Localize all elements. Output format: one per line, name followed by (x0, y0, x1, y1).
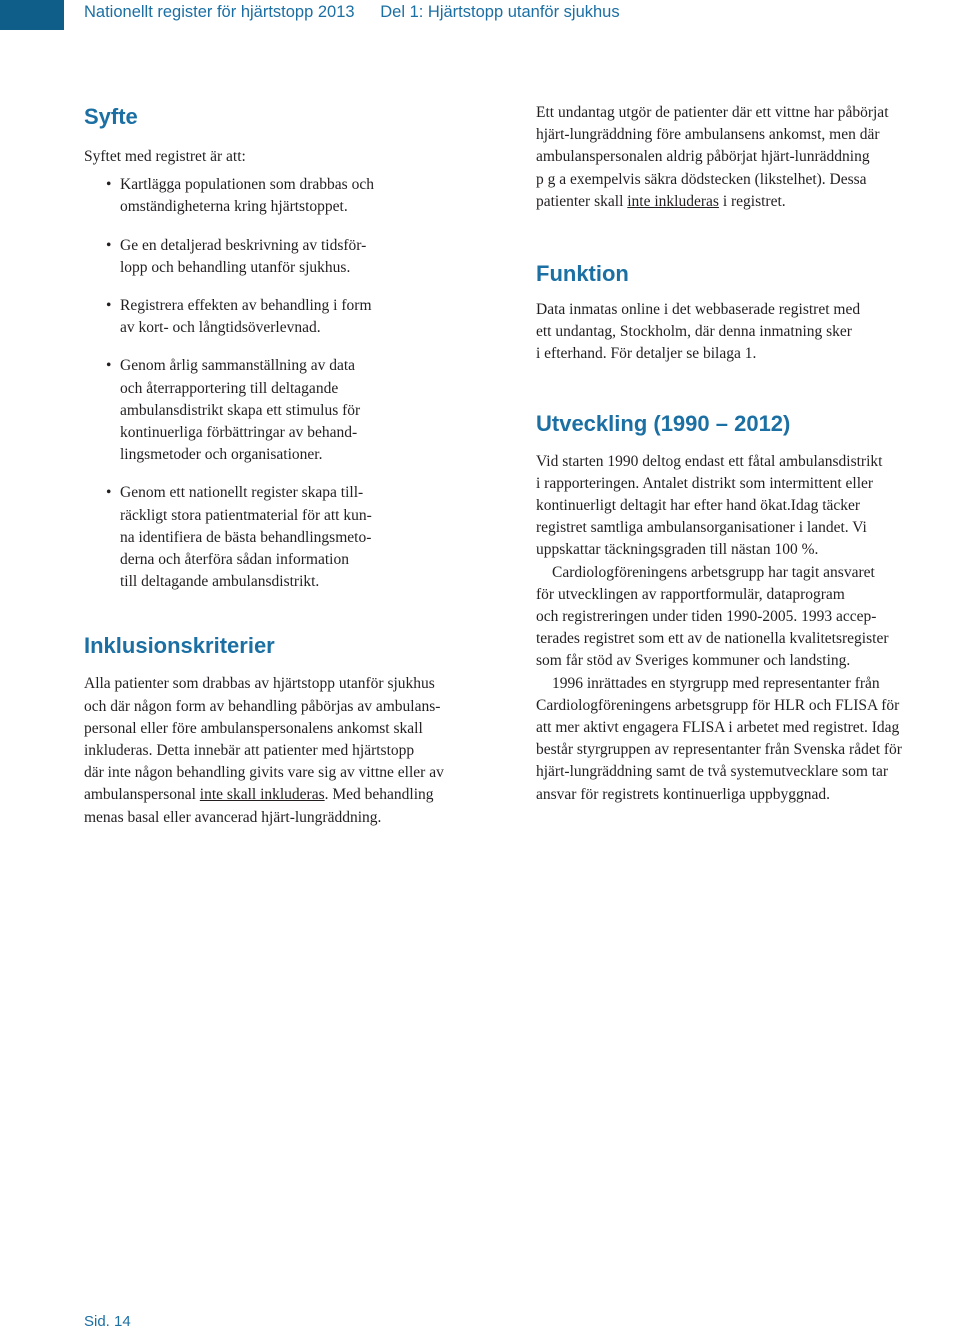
bullet-line: na identifiera de bästa behandlingsmeto- (120, 528, 372, 546)
inklusion-paragraph (84, 673, 504, 828)
text-fragment: . Med behandling (324, 786, 434, 804)
bullet-line: av kort- och långtidsöverlevnad. (120, 319, 321, 337)
undantag-paragraph (536, 102, 956, 213)
text-line: hjärt-lungräddning före ambulansens ankomst, men där (536, 126, 880, 144)
text-line: hjärt-lungräddning samt de två systemutvecklare som tar (536, 763, 889, 781)
right-column (536, 102, 956, 806)
text-line: personal eller före ambulanspersonalens ankomst skall (84, 719, 423, 737)
bullet-line: Genom ett nationellt register skapa till- (120, 484, 364, 502)
text-line: att mer aktivt engagera FLISA i arbetet med registret. Idag (536, 719, 900, 737)
heading-funktion: Funktion (536, 261, 629, 287)
text-line: där inte någon behandling givits vare sig av vittne eller av (84, 764, 444, 782)
utveckling-paragraph-3 (536, 673, 956, 806)
text-line: inkluderas. Detta innebär att patienter med hjärtstopp (84, 742, 415, 760)
text-line: ansvar för registrets kontinuerliga uppbyggnad. (536, 785, 830, 803)
text-line (536, 191, 956, 213)
text-fragment: patienter skall (536, 192, 628, 210)
text-line: Vid starten 1990 deltog endast ett fåtal ambulansdistrikt (536, 452, 883, 470)
text-line: i efterhand. För detaljer se bilaga 1. (536, 345, 757, 363)
text-line: Data inmatas online i det webbaserade registret med (536, 301, 861, 319)
text-line: i rapporteringen. Antalet distrikt som intermittent eller (536, 474, 874, 492)
text-line: menas basal eller avancerad hjärt-lungräddning. (84, 808, 382, 826)
bullet-line: till deltagande ambulansdistrikt. (120, 573, 320, 591)
text-line: Alla patienter som drabbas av hjärtstopp utanför sjukhus (84, 675, 435, 693)
heading-inklusionskriterier: Inklusionskriterier (84, 633, 275, 659)
text-line: består styrgruppen av representanter från Svenska rådet för (536, 741, 902, 759)
page-number: Sid. 14 (84, 1313, 131, 1330)
text-line: som får stöd av Sveriges kommuner och landsting. (536, 652, 851, 670)
syfte-bullet-1: • Kartlägga populationen som drabbas och omständigheterna kring hjärtstoppet. (84, 174, 504, 218)
heading-syfte: Syfte (84, 104, 138, 129)
text-line: Ett undantag utgör de patienter där ett vittne har påbörjat (536, 104, 889, 121)
bullet-line: och återrapportering till deltagande (120, 379, 339, 397)
syfte-bullet-5: • Genom ett nationellt register skapa till- räckligt stora patientmaterial för att kun- na identifiera de bästa behandlingsmeto- derna och återföra sådan information till deltagande ambulansdistrikt. (84, 482, 504, 593)
text-line: och där någon form av behandling påbörjas av ambulans- (84, 697, 441, 715)
text-line (84, 784, 504, 806)
heading-utveckling: Utveckling (1990 – 2012) (536, 410, 791, 436)
syfte-bullet-4: • Genom årlig sammanställning av data och återrapportering till deltagande ambulansdistrikt skapa ett stimulus för kontinuerliga förbättringar av behand- lingsmetoder och organisationer. (84, 355, 504, 466)
syfte-bullet-2: • Ge en detaljerad beskrivning av tidsför- lopp och behandling utanför sjukhus. (84, 235, 504, 279)
text-line: 1996 inrättades en styrgrupp med representanter från (552, 674, 880, 692)
text-line: för utvecklingen av rapportformulär, dataprogram (536, 585, 845, 603)
utveckling-paragraph-1 (536, 451, 956, 562)
syfte-bullet-list (84, 174, 504, 593)
left-column (84, 100, 504, 829)
bullet-line: räckligt stora patientmaterial för att kun- (120, 506, 372, 524)
text-fragment: i registret. (718, 192, 786, 210)
text-line: p g a exempelvis säkra dödstecken (likstelhet). Dessa (536, 170, 867, 188)
bullet-line: lingsmetoder och organisationer. (120, 446, 323, 464)
text-line: kontinuerligt deltagit har efter hand ökat.Idag täcker (536, 497, 861, 515)
bullet-line: lopp och behandling utanför sjukhus. (120, 258, 351, 276)
text-line: Cardiologföreningens arbetsgrupp för HLR och FLISA för (536, 696, 900, 714)
text-line: terades registret som ett av de nationella kvalitetsregister (536, 630, 889, 648)
syfte-bullet-3: • Registrera effekten av behandling i form av kort- och långtidsöverlevnad. (84, 295, 504, 339)
bullet-line: ambulansdistrikt skapa ett stimulus för (120, 401, 361, 419)
running-header: Nationellt register för hjärtstopp 2013 Del 1: Hjärtstopp utanför sjukhus (84, 3, 620, 21)
header-accent-block (0, 0, 64, 30)
bullet-line: derna och återföra sådan information (120, 551, 349, 569)
text-fragment: ambulanspersonal (84, 786, 200, 804)
funktion-paragraph (536, 299, 956, 366)
bullet-line: Kartlägga populationen som drabbas och (120, 176, 374, 194)
text-line: uppskattar täckningsgraden till nästan 100 %. (536, 541, 819, 559)
emphasis-underlined: inte skall inkluderas (199, 786, 325, 804)
text-line: och registreringen under tiden 1990-2005. 1993 accep- (536, 608, 877, 626)
utveckling-paragraph-2 (536, 562, 956, 673)
bullet-line: omständigheterna kring hjärtstoppet. (120, 198, 348, 216)
emphasis-underlined: inte inkluderas (627, 192, 719, 210)
bullet-line: Registrera effekten av behandling i form (120, 297, 372, 315)
syfte-intro: Syftet med registret är att: (84, 148, 246, 165)
bullet-line: kontinuerliga förbättringar av behand- (120, 424, 358, 442)
text-line: registret samtliga ambulansorganisationer i landet. Vi (536, 519, 867, 537)
text-line: ett undantag, Stockholm, där denna inmatning sker (536, 323, 852, 341)
text-line: Cardiologföreningens arbetsgrupp har tagit ansvaret (552, 563, 875, 581)
text-line: ambulanspersonalen aldrig påbörjat hjärt-lunräddning (536, 148, 870, 166)
bullet-line: Genom årlig sammanställning av data (120, 357, 356, 375)
bullet-line: Ge en detaljerad beskrivning av tidsför- (120, 236, 367, 254)
